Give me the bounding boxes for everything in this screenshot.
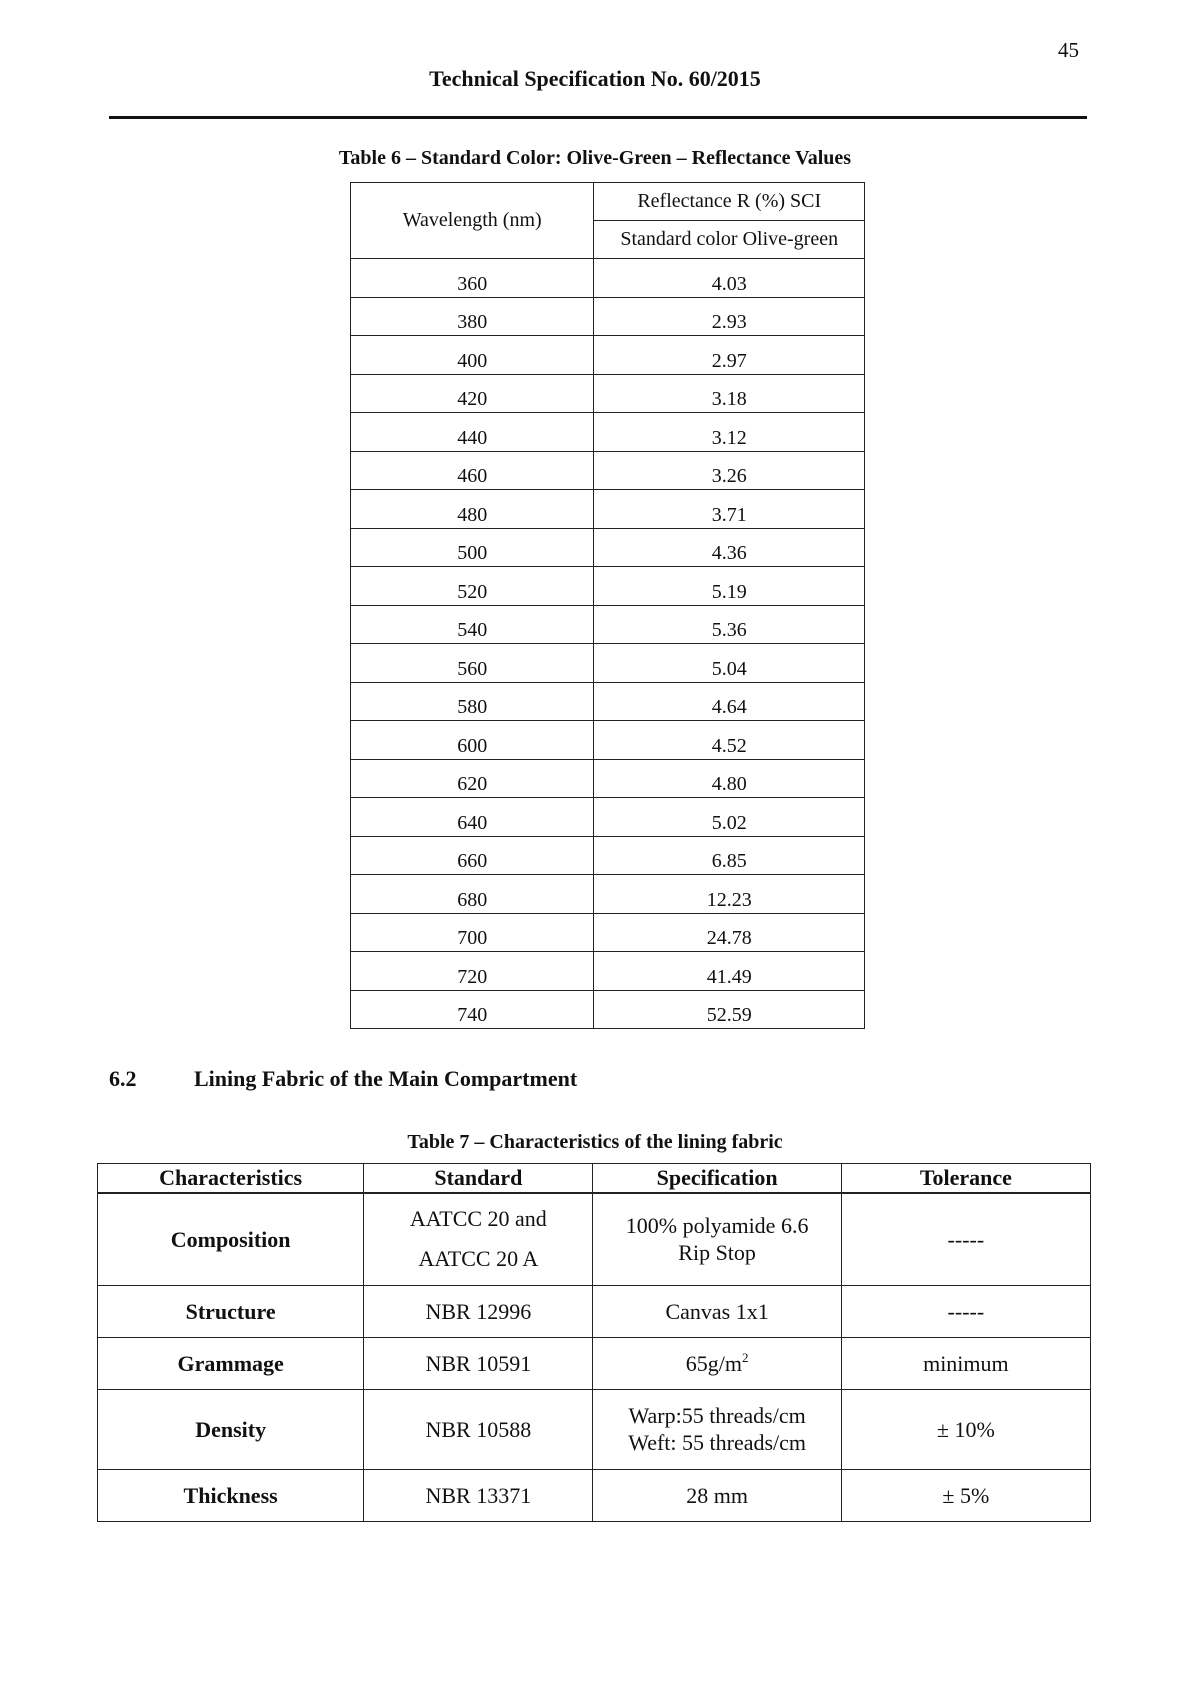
specification-cell bbox=[593, 1389, 841, 1469]
wavelength-cell: 540 bbox=[351, 605, 594, 644]
specification-value: 65g/m bbox=[685, 1350, 742, 1376]
reflectance-cell: 24.78 bbox=[594, 913, 865, 952]
reflectance-cell: 4.80 bbox=[594, 759, 865, 798]
tolerance-header: Tolerance bbox=[841, 1164, 1090, 1194]
wavelength-cell: 680 bbox=[351, 875, 594, 914]
section-heading bbox=[109, 1066, 577, 1092]
table-row-grammage bbox=[98, 1337, 1091, 1389]
reflectance-cell: 4.36 bbox=[594, 528, 865, 567]
tolerance-cell: ± 5% bbox=[841, 1469, 1090, 1521]
section-number: 6.2 bbox=[109, 1066, 137, 1091]
wavelength-cell: 460 bbox=[351, 451, 594, 490]
table-row bbox=[351, 567, 865, 606]
table-row-thickness bbox=[98, 1469, 1091, 1521]
table6-caption: Table 6 – Standard Color: Olive-Green – Reflectance Values bbox=[338, 147, 852, 169]
wavelength-cell: 420 bbox=[351, 374, 594, 413]
table-row bbox=[351, 682, 865, 721]
reflectance-cell: 5.36 bbox=[594, 605, 865, 644]
wavelength-cell: 380 bbox=[351, 297, 594, 336]
table-row bbox=[351, 336, 865, 375]
document-header-title: Technical Specification No. 60/2015 bbox=[429, 66, 761, 91]
tolerance-cell: ----- bbox=[841, 1285, 1090, 1337]
table-header-row bbox=[98, 1164, 1091, 1194]
reflectance-cell: 4.52 bbox=[594, 721, 865, 760]
characteristic-cell: Density bbox=[98, 1389, 364, 1469]
specification-line: 100% polyamide 6.6 bbox=[625, 1213, 809, 1239]
specification-cell: 28 mm bbox=[593, 1469, 841, 1521]
table-row-composition bbox=[98, 1193, 1091, 1285]
table-row bbox=[351, 798, 865, 837]
wavelength-cell: 500 bbox=[351, 528, 594, 567]
characteristic-cell: Grammage bbox=[98, 1337, 364, 1389]
standard-header: Standard bbox=[364, 1164, 593, 1194]
reflectance-cell: 5.02 bbox=[594, 798, 865, 837]
table-row bbox=[351, 952, 865, 991]
wavelength-cell: 740 bbox=[351, 990, 594, 1029]
specification-line: Weft: 55 threads/cm bbox=[628, 1430, 807, 1455]
wavelength-cell: 400 bbox=[351, 336, 594, 375]
wavelength-cell: 520 bbox=[351, 567, 594, 606]
table-row bbox=[351, 875, 865, 914]
characteristic-cell: Composition bbox=[98, 1193, 364, 1285]
reflectance-cell: 3.26 bbox=[594, 451, 865, 490]
specification-cell bbox=[593, 1337, 841, 1389]
wavelength-cell: 700 bbox=[351, 913, 594, 952]
table-row bbox=[351, 721, 865, 760]
table-row bbox=[351, 451, 865, 490]
table-row bbox=[351, 759, 865, 798]
reflectance-cell: 2.97 bbox=[594, 336, 865, 375]
reflectance-header: Reflectance R (%) SCI bbox=[594, 183, 865, 221]
table7-caption: Table 7 – Characteristics of the lining fabric bbox=[407, 1131, 783, 1153]
reflectance-cell: 41.49 bbox=[594, 952, 865, 991]
lining-fabric-table bbox=[97, 1163, 1091, 1522]
table-row bbox=[351, 644, 865, 683]
standard-cell: NBR 10591 bbox=[364, 1337, 593, 1389]
table-row bbox=[351, 605, 865, 644]
standard-color-header: Standard color Olive-green bbox=[594, 221, 865, 259]
specification-line: Rip Stop bbox=[678, 1240, 756, 1266]
standard-line: AATCC 20 A bbox=[418, 1246, 539, 1272]
tolerance-cell: minimum bbox=[841, 1337, 1090, 1389]
reflectance-cell: 4.64 bbox=[594, 682, 865, 721]
table-row bbox=[351, 259, 865, 298]
table-row bbox=[351, 528, 865, 567]
table-row-density bbox=[98, 1389, 1091, 1469]
table-row bbox=[351, 990, 865, 1029]
table-row bbox=[351, 913, 865, 952]
standard-cell: NBR 13371 bbox=[364, 1469, 593, 1521]
table-row bbox=[351, 413, 865, 452]
reflectance-table bbox=[350, 182, 865, 1029]
reflectance-cell: 6.85 bbox=[594, 836, 865, 875]
wavelength-cell: 720 bbox=[351, 952, 594, 991]
reflectance-cell: 3.71 bbox=[594, 490, 865, 529]
table-row bbox=[351, 490, 865, 529]
characteristics-header: Characteristics bbox=[98, 1164, 364, 1194]
header-rule bbox=[109, 116, 1087, 119]
page-number: 45 bbox=[1058, 38, 1079, 62]
standard-line: AATCC 20 and bbox=[409, 1206, 547, 1232]
wavelength-cell: 480 bbox=[351, 490, 594, 529]
reflectance-cell: 5.19 bbox=[594, 567, 865, 606]
wavelength-cell: 580 bbox=[351, 682, 594, 721]
wavelength-header: Wavelength (nm) bbox=[351, 183, 594, 259]
wavelength-cell: 360 bbox=[351, 259, 594, 298]
specification-superscript: 2 bbox=[741, 1349, 749, 1365]
reflectance-cell: 12.23 bbox=[594, 875, 865, 914]
reflectance-cell: 4.03 bbox=[594, 259, 865, 298]
section-title: Lining Fabric of the Main Compartment bbox=[194, 1066, 578, 1091]
standard-cell bbox=[364, 1193, 593, 1285]
wavelength-cell: 640 bbox=[351, 798, 594, 837]
wavelength-cell: 620 bbox=[351, 759, 594, 798]
specification-cell: Canvas 1x1 bbox=[593, 1285, 841, 1337]
wavelength-cell: 440 bbox=[351, 413, 594, 452]
reflectance-cell: 5.04 bbox=[594, 644, 865, 683]
specification-line: Warp:55 threads/cm bbox=[628, 1403, 806, 1428]
wavelength-cell: 560 bbox=[351, 644, 594, 683]
table-row-structure bbox=[98, 1285, 1091, 1337]
tolerance-cell: ----- bbox=[841, 1193, 1090, 1285]
standard-cell: NBR 10588 bbox=[364, 1389, 593, 1469]
reflectance-cell: 3.18 bbox=[594, 374, 865, 413]
table-row bbox=[351, 374, 865, 413]
table-row bbox=[351, 297, 865, 336]
wavelength-cell: 600 bbox=[351, 721, 594, 760]
reflectance-cell: 2.93 bbox=[594, 297, 865, 336]
table-row bbox=[351, 836, 865, 875]
specification-cell bbox=[593, 1193, 841, 1285]
tolerance-cell: ± 10% bbox=[841, 1389, 1090, 1469]
specification-header: Specification bbox=[593, 1164, 841, 1194]
reflectance-cell: 3.12 bbox=[594, 413, 865, 452]
characteristic-cell: Structure bbox=[98, 1285, 364, 1337]
standard-cell: NBR 12996 bbox=[364, 1285, 593, 1337]
characteristic-cell: Thickness bbox=[98, 1469, 364, 1521]
wavelength-cell: 660 bbox=[351, 836, 594, 875]
reflectance-cell: 52.59 bbox=[594, 990, 865, 1029]
